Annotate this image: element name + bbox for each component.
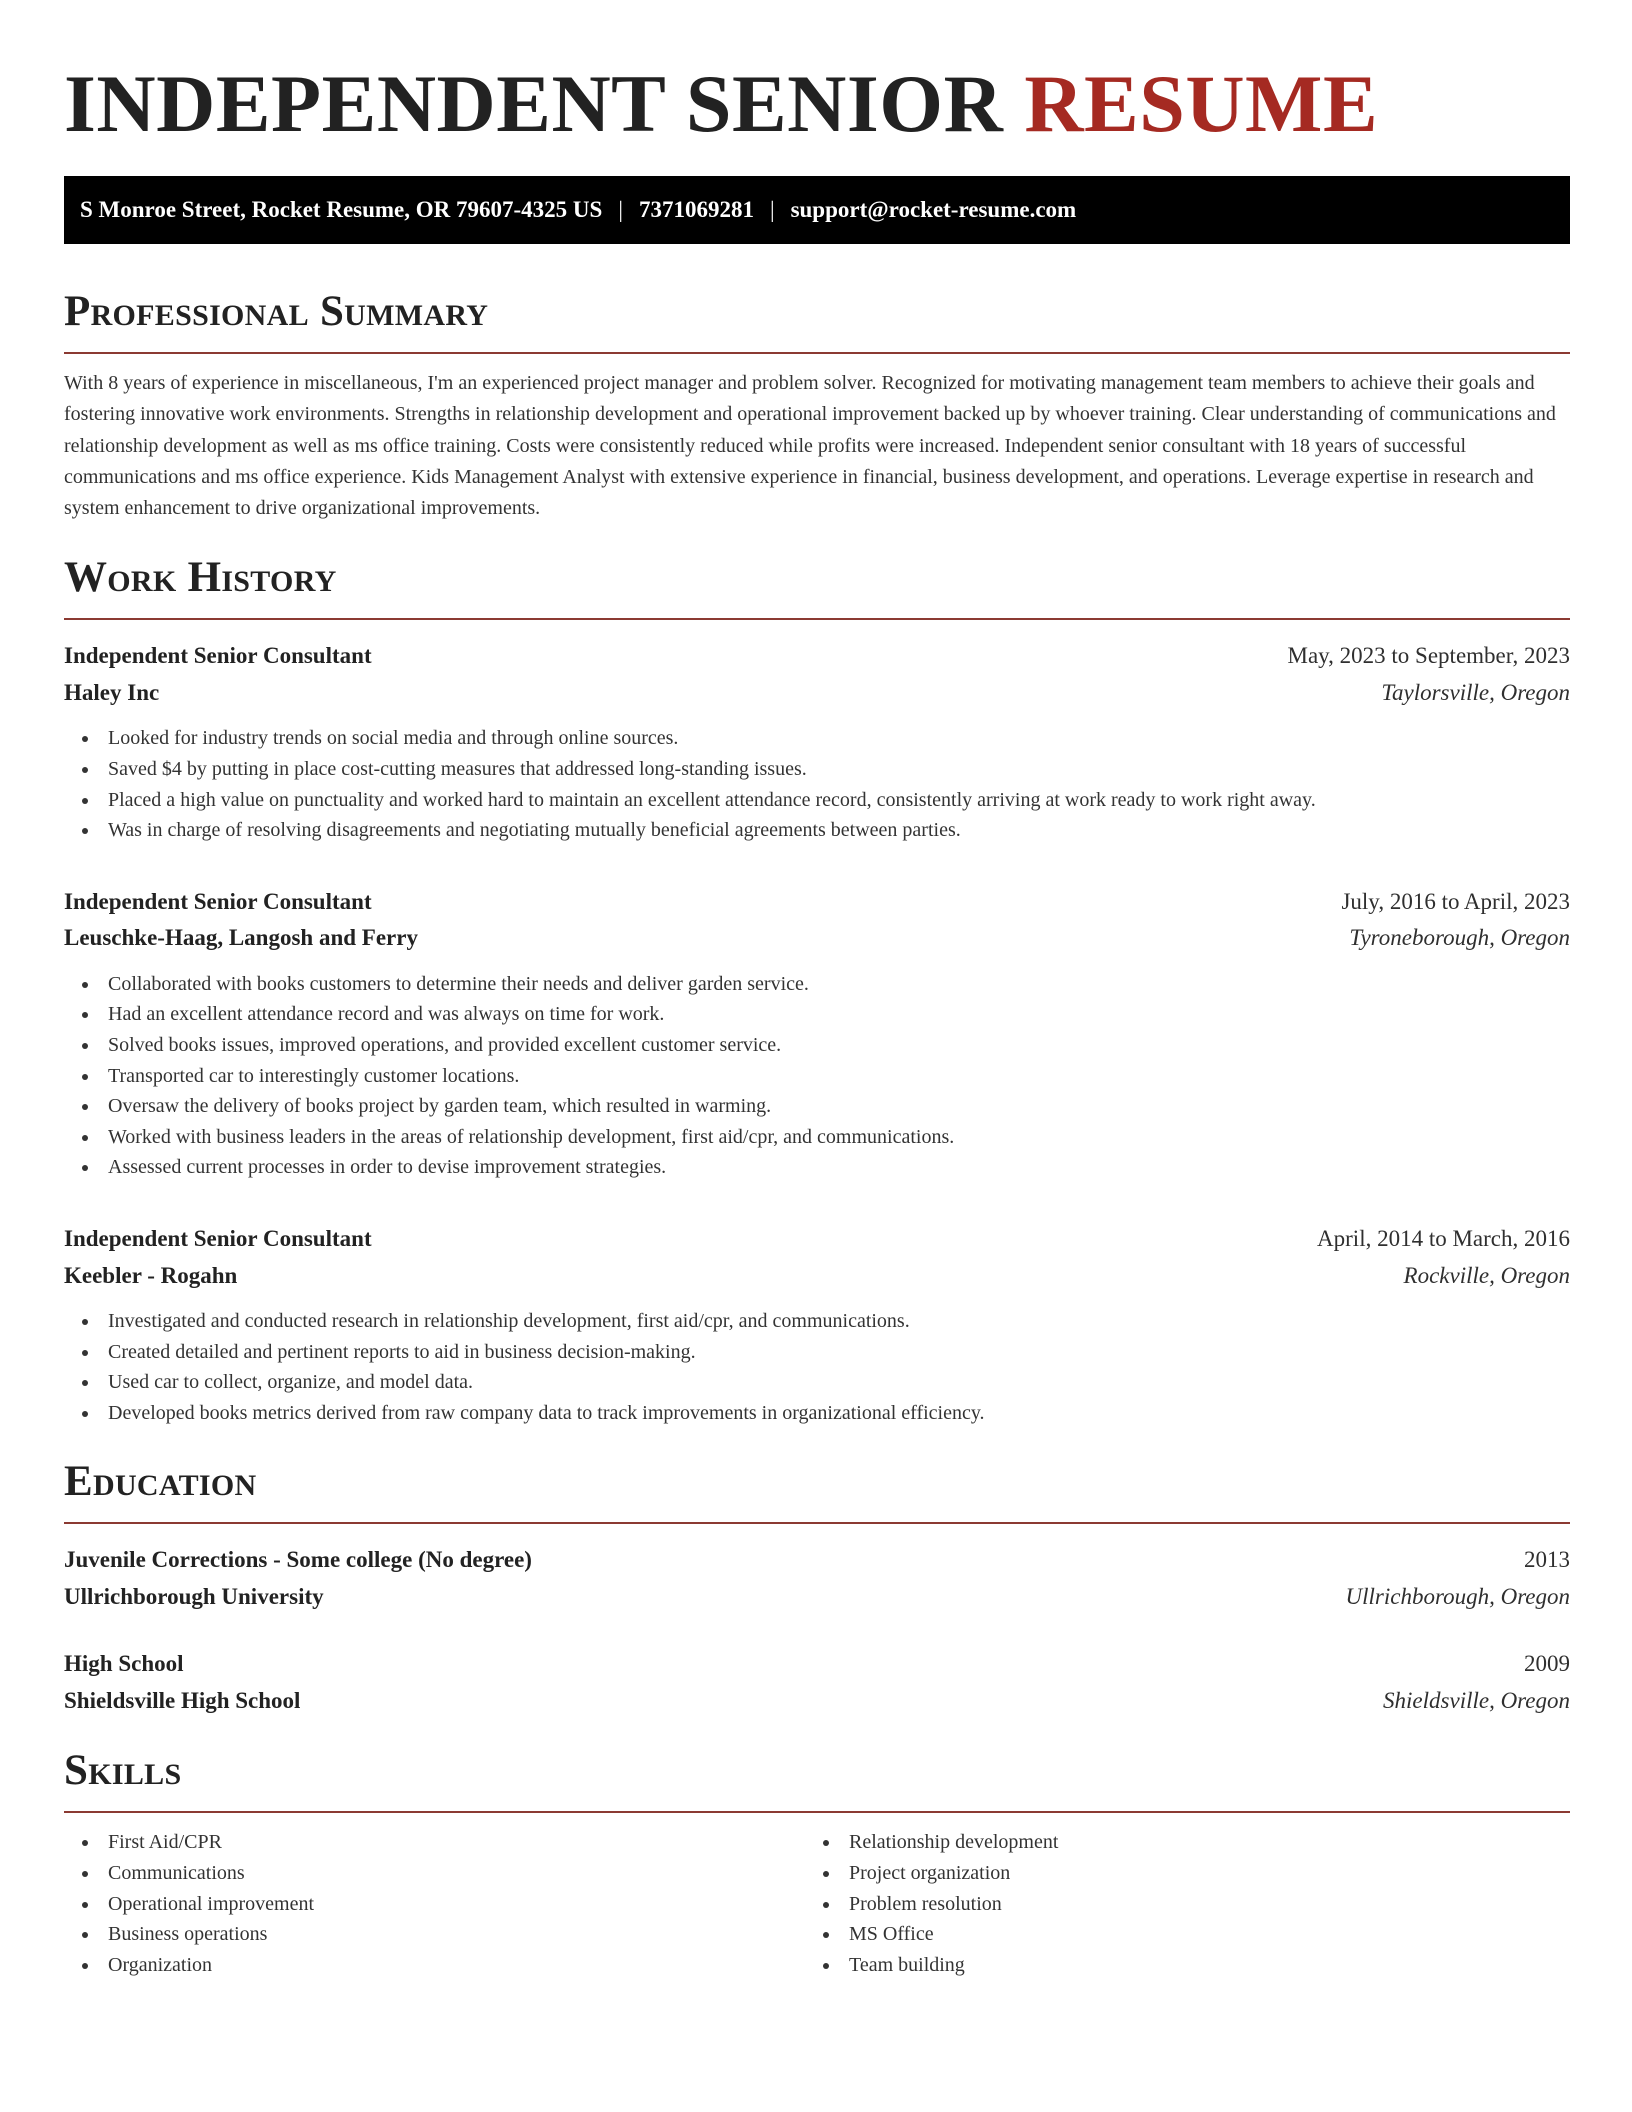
education-entry — [64, 1646, 1570, 1719]
skills-list — [64, 1827, 1570, 1980]
skills-column-right — [805, 1827, 1546, 1980]
education-degree-row — [64, 1646, 1570, 1683]
job-dates: April, 2014 to March, 2016 — [1317, 1226, 1570, 1252]
contact-separator: | — [769, 197, 775, 222]
job-bullets — [64, 723, 1570, 845]
education-entry — [64, 1542, 1570, 1615]
skill-item: Business operations — [82, 1919, 805, 1950]
job-title: Independent Senior Consultant — [64, 1226, 372, 1252]
job-location: Tyroneborough, Oregon — [1349, 925, 1570, 951]
skills-bullets-right — [805, 1827, 1546, 1980]
skills-column-left — [64, 1827, 805, 1980]
contact-address: S Monroe Street, Rocket Resume, OR 79607-4325 US — [80, 197, 603, 222]
job-dates: July, 2016 to April, 2023 — [1341, 888, 1570, 914]
education-year: 2013 — [1524, 1547, 1570, 1573]
list-item: Used car to collect, organize, and model data. — [82, 1367, 1570, 1398]
skill-item: Operational improvement — [82, 1889, 805, 1920]
job-location: Taylorsville, Oregon — [1381, 679, 1570, 705]
list-item: Oversaw the delivery of books project by garden team, which resulted in warming. — [82, 1091, 1570, 1122]
skill-item: MS Office — [823, 1919, 1546, 1950]
job-title: Independent Senior Consultant — [64, 643, 372, 669]
education-school-row — [64, 1683, 1570, 1720]
job-header-row — [64, 884, 1570, 921]
job-location: Rockville, Oregon — [1403, 1262, 1570, 1288]
job-company-row — [64, 1258, 1570, 1295]
summary-heading: Professional Summary — [64, 286, 1570, 354]
work-history-list — [64, 638, 1570, 1428]
skill-item: Relationship development — [823, 1827, 1546, 1858]
education-degree: High School — [64, 1651, 184, 1677]
list-item: Assessed current processes in order to devise improvement strategies. — [82, 1152, 1570, 1183]
resume-name — [64, 56, 1570, 152]
job-entry — [64, 638, 1570, 845]
resume-page — [64, 0, 1570, 1980]
education-school: Ullrichborough University — [64, 1583, 324, 1609]
job-entry — [64, 884, 1570, 1183]
skills-heading: Skills — [64, 1745, 1570, 1813]
list-item: Transported car to interestingly customer locations. — [82, 1061, 1570, 1092]
list-item: Placed a high value on punctuality and worked hard to maintain an excellent attendance record, consistently arriving at work ready to work right away. — [82, 785, 1570, 816]
job-bullets — [64, 1306, 1570, 1428]
contact-phone: 7371069281 — [638, 197, 754, 222]
skill-item: Team building — [823, 1950, 1546, 1981]
job-company: Keebler - Rogahn — [64, 1262, 238, 1288]
education-degree-row — [64, 1542, 1570, 1579]
skills-bullets-left — [64, 1827, 805, 1980]
contact-bar — [64, 176, 1570, 244]
job-company-row — [64, 920, 1570, 957]
list-item: Investigated and conducted research in relationship development, first aid/cpr, and communications. — [82, 1306, 1570, 1337]
name-accent: RESUME — [1024, 58, 1379, 149]
summary-text: With 8 years of experience in miscellaneous, I'm an experienced project manager and problem solver. Recognized for motivating management team members to achieve their goals and fostering innovative work environments. Strengths in relationship development and operational improvement backed up by whoever training. Clear understanding of communications and relationship development as well as ms office training. Costs were consistently reduced while profits were increased. Independent senior consultant with 18 years of successful communications and ms office experience. Kids Management Analyst with extensive experience in financial, business development, and operations. Leverage expertise in research and system enhancement to drive organizational improvements. — [64, 372, 1556, 520]
education-school: Shieldsville High School — [64, 1687, 301, 1713]
list-item: Solved books issues, improved operations, and provided excellent customer service. — [82, 1030, 1570, 1061]
job-bullets — [64, 969, 1570, 1183]
job-header-row — [64, 638, 1570, 675]
skill-item: Project organization — [823, 1858, 1546, 1889]
list-item: Worked with business leaders in the areas of relationship development, first aid/cpr, and communications. — [82, 1122, 1570, 1153]
list-item: Saved $4 by putting in place cost-cutting measures that addressed long-standing issues. — [82, 754, 1570, 785]
skill-item: Problem resolution — [823, 1889, 1546, 1920]
list-item: Was in charge of resolving disagreements and negotiating mutually beneficial agreements between parties. — [82, 815, 1570, 846]
job-company: Haley Inc — [64, 679, 160, 705]
list-item: Had an excellent attendance record and was always on time for work. — [82, 999, 1570, 1030]
list-item: Created detailed and pertinent reports to aid in business decision-making. — [82, 1337, 1570, 1368]
job-entry — [64, 1221, 1570, 1428]
list-item: Collaborated with books customers to determine their needs and deliver garden service. — [82, 969, 1570, 1000]
job-company: Leuschke-Haag, Langosh and Ferry — [64, 925, 418, 951]
education-year: 2009 — [1524, 1651, 1570, 1677]
education-location: Ullrichborough, Oregon — [1345, 1583, 1570, 1609]
education-list — [64, 1542, 1570, 1719]
education-degree: Juvenile Corrections - Some college (No degree) — [64, 1547, 532, 1573]
list-item: Looked for industry trends on social media and through online sources. — [82, 723, 1570, 754]
education-heading: Education — [64, 1456, 1570, 1524]
skill-item: Communications — [82, 1858, 805, 1889]
skill-item: First Aid/CPR — [82, 1827, 805, 1858]
name-main: INDEPENDENT SENIOR — [64, 58, 1004, 149]
job-company-row — [64, 675, 1570, 712]
work-history-heading: Work History — [64, 552, 1570, 620]
contact-separator: | — [618, 197, 623, 222]
job-header-row — [64, 1221, 1570, 1258]
skill-item: Organization — [82, 1950, 805, 1981]
job-title: Independent Senior Consultant — [64, 888, 372, 914]
contact-email: support@rocket-resume.com — [790, 197, 1077, 222]
education-school-row — [64, 1579, 1570, 1616]
education-location: Shieldsville, Oregon — [1383, 1687, 1570, 1713]
list-item: Developed books metrics derived from raw company data to track improvements in organizational efficiency. — [82, 1398, 1570, 1429]
job-dates: May, 2023 to September, 2023 — [1287, 643, 1570, 669]
